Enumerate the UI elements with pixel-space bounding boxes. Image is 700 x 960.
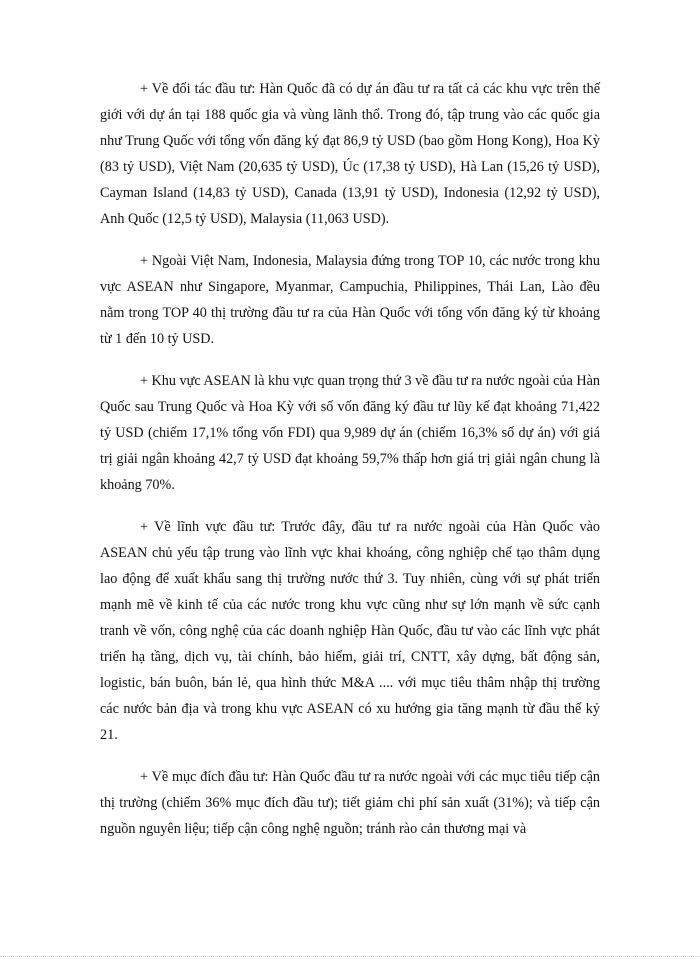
paragraph-investment-purpose: + Về mục đích đầu tư: Hàn Quốc đầu tư ra nước ngoài với các mục tiêu tiếp cận thị trường (chiếm 36% mục đích đầu tư); tiết giảm chi phí sản xuất (31%); và tiếp cận nguồn nguyên liệu; tiếp cận công nghệ nguồn; tránh rào cản thương mại và bbox=[100, 769, 600, 837]
paragraph-asean-importance: + Khu vực ASEAN là khu vực quan trọng thứ 3 về đầu tư ra nước ngoài của Hàn Quốc sau Trung Quốc và Hoa Kỳ với số vốn đăng ký đầu tư lũy kế đạt khoảng 71,422 tỷ USD (chiếm 17,1% tổng vốn FDI) qua 9,989 dự án (chiếm 16,3% số dự án) với giá trị giải ngân khoảng 42,7 tỷ USD đạt khoảng 59,7% thấp hơn giá trị giải ngân chung là khoảng 70%. bbox=[100, 373, 600, 493]
document-body bbox=[100, 76, 600, 858]
paragraph-asean-top-markets: + Ngoài Việt Nam, Indonesia, Malaysia đứng trong TOP 10, các nước trong khu vực ASEAN như Singapore, Myanmar, Campuchia, Philippines, Thái Lan, Lào đều nằm trong TOP 40 thị trường đầu tư ra của Hàn Quốc với tổng vốn đăng ký từ khoảng từ 1 đến 10 tỷ USD. bbox=[100, 253, 600, 347]
paragraph-investment-sectors: + Về lĩnh vực đầu tư: Trước đây, đầu tư ra nước ngoài của Hàn Quốc vào ASEAN chủ yếu tập trung vào lĩnh vực khai khoáng, công nghiệp chế tạo thâm dụng lao động để xuất khẩu sang thị trường nước thứ 3. Tuy nhiên, cùng với sự phát triển mạnh mẽ về kinh tế của các nước trong khu vực cũng như sự lớn mạnh về sức cạnh tranh về vốn, công nghệ của các doanh nghiệp Hàn Quốc, đầu tư vào các lĩnh vực phát triển hạ tầng, dịch vụ, tài chính, bảo hiểm, giải trí, CNTT, xây dựng, bất động sản, logistic, bán buôn, bán lẻ, qua hình thức M&A .... với mục tiêu thâm nhập thị trường các nước bản địa và trong khu vực ASEAN có xu hướng gia tăng mạnh từ đầu thế kỷ 21. bbox=[100, 519, 600, 743]
paragraph-investment-partners: + Về đối tác đầu tư: Hàn Quốc đã có dự án đầu tư ra tất cả các khu vực trên thế giới với dự án tại 188 quốc gia và vùng lãnh thổ. Trong đó, tập trung vào các quốc gia như Trung Quốc với tổng vốn đăng ký đạt 86,9 tỷ USD (bao gồm Hong Kong), Hoa Kỳ (83 tỷ USD), Việt Nam (20,635 tỷ USD), Úc (17,38 tỷ USD), Hà Lan (15,26 tỷ USD), Cayman Island (14,83 tỷ USD), Canada (13,91 tỷ USD), Indonesia (12,92 tỷ USD), Anh Quốc (12,5 tỷ USD), Malaysia (11,063 USD). bbox=[100, 81, 600, 227]
page-bottom-divider bbox=[0, 956, 700, 957]
